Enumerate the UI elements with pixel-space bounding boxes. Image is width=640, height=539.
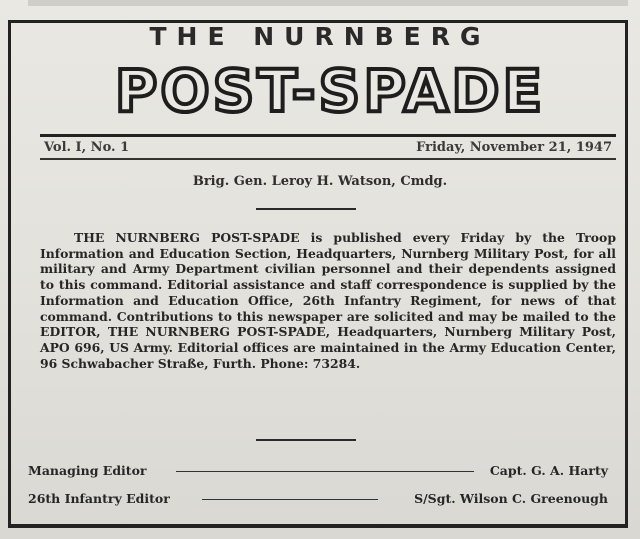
commanding-officer: Brig. Gen. Leroy H. Watson, Cmdg. xyxy=(192,174,448,189)
credit-line xyxy=(26,491,610,509)
credit-name: Capt. G. A. Harty xyxy=(489,463,608,478)
volume-number: Vol. I, No. 1 xyxy=(44,140,130,155)
credit-leader-rule xyxy=(176,471,474,472)
credit-role: Managing Editor xyxy=(28,463,147,478)
credit-leader-rule xyxy=(202,499,378,500)
masthead-rule xyxy=(40,134,616,137)
paper-edge xyxy=(28,0,628,6)
issue-rule xyxy=(40,158,616,160)
issue-date: Friday, November 21, 1947 xyxy=(416,140,612,155)
issue-line xyxy=(42,140,614,158)
credit-role: 26th Infantry Editor xyxy=(28,491,170,506)
credit-line xyxy=(26,463,610,481)
section-divider xyxy=(256,439,356,441)
publication-notice: THE NURNBERG POST-SPADE is published every Friday by the Troop Information and Education Section, Headquarters, Nurnberg Military Post, for all military and Army Department civilian personnel and their dependents assigned to this command. Editorial assistance and staff correspondence is supplied by the Information and Education Office, 26th Infantry Regiment, for news of that command. Contributions to this newspaper are solicited and may be mailed to the EDITOR, THE NURNBERG POST-SPADE, Headquarters, Nurnberg Military Post, APO 696, US Army. Editorial offices are maintained in the Army Education Center, 96 Schwabacher Straße, Furth. Phone: 73284. xyxy=(40,230,616,371)
newspaper-kicker: THE NURNBERG xyxy=(149,22,491,51)
newspaper-masthead: POST-SPADE xyxy=(114,57,546,125)
credit-name: S/Sgt. Wilson C. Greenough xyxy=(414,491,608,506)
section-divider xyxy=(256,208,356,210)
